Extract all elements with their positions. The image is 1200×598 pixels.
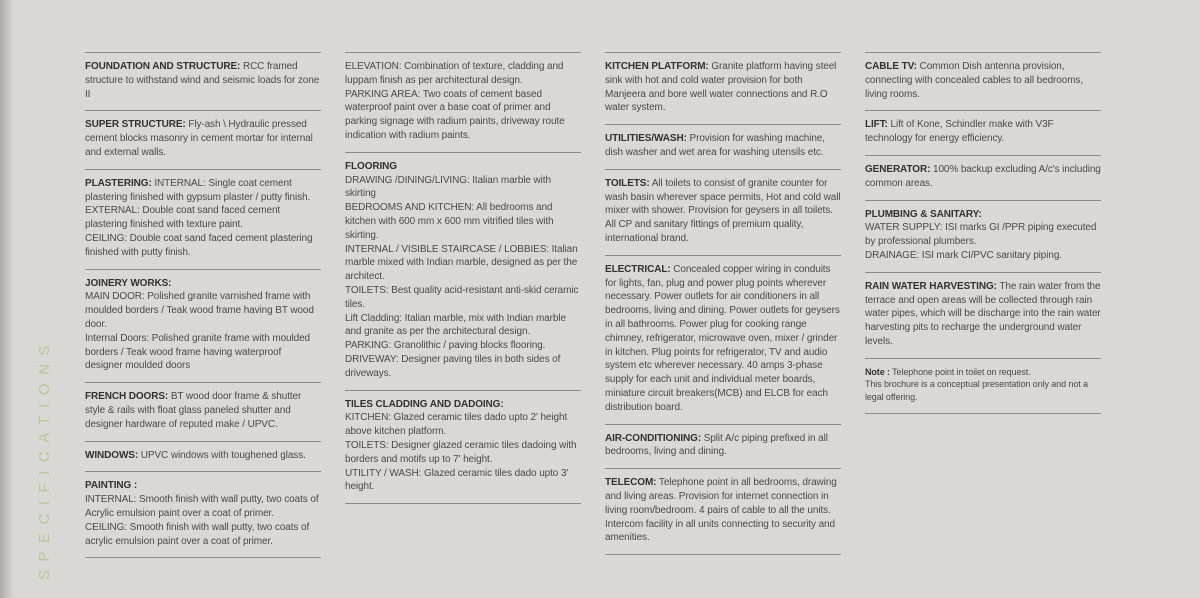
spec-run xyxy=(85,277,321,291)
spec-section xyxy=(865,111,1101,156)
spec-column xyxy=(865,52,1101,414)
spec-section xyxy=(865,201,1101,273)
spec-section xyxy=(865,359,1101,414)
spec-heading: FLOORING xyxy=(345,160,397,172)
spec-run xyxy=(865,221,1101,249)
spec-run xyxy=(605,432,841,460)
spec-heading: UTILITIES/WASH: xyxy=(605,133,687,145)
spec-run xyxy=(605,476,841,545)
spec-section xyxy=(85,170,321,270)
spec-run xyxy=(85,493,321,521)
spec-run xyxy=(345,284,581,312)
spec-run xyxy=(345,339,581,353)
spec-run xyxy=(345,439,581,467)
spec-section xyxy=(605,256,841,425)
spec-section xyxy=(605,425,841,470)
spec-heading: CABLE TV: xyxy=(865,61,917,72)
spec-heading: TELECOM: xyxy=(605,477,657,489)
spec-text: CEILING: Double coat sand faced cement plastering finished with putty finish. xyxy=(85,232,313,258)
spec-heading: LIFT: xyxy=(865,119,888,131)
spec-heading: TOILETS: xyxy=(605,177,650,189)
spec-run xyxy=(345,312,581,340)
spec-text: WATER SUPPLY: ISI marks GI /PPR piping executed by professional plumbers. xyxy=(865,222,1097,248)
spec-text: Granite platform having steel sink with hot and cold water provision for both Manjeera and bore well water connections and R.O water system. xyxy=(605,61,837,114)
spec-run xyxy=(605,132,841,160)
spec-heading: PLASTERING: xyxy=(85,177,152,189)
spec-text: All toilets to consist of granite counter for wash basin wherever space permits, Hot and cold wall mixer with shower. Provision for geysers in all toilets. All CP and sanitary fittings of premium quality, international brand. xyxy=(605,177,841,244)
spec-run xyxy=(865,366,1101,379)
spec-heading: AIR-CONDITIONING: xyxy=(605,432,702,444)
spec-text: TOILETS: Designer glazed ceramic tiles dadoing with borders and motifs up to 7' height. xyxy=(345,439,577,465)
spec-text: This brochure is a conceptual presentation only and not a legal offering. xyxy=(865,379,1088,402)
spec-text: Telephone point in toilet on request. xyxy=(889,366,1031,377)
spec-run xyxy=(85,449,321,463)
spec-section xyxy=(605,125,841,170)
spec-text: Internal Doors: Polished granite frame with moulded borders / Teak wood frame having waterproof designer moulded doors xyxy=(85,332,311,372)
spec-heading: Note : xyxy=(865,366,890,377)
spec-columns xyxy=(85,52,1101,558)
spec-run xyxy=(85,332,321,373)
spec-text: Concealed copper wiring in conduits for lights, fan, plug and power plug points wherever necessary. Power outlets for air conditioners in all bedrooms, living and dining. Power outlets for geysers in all bathrooms. Power plug for cooking range chimney, refrigerator, microwave oven, mixer / grinder in kitchen. Plug points for refrigerator, TV and audio system etc wherever necessary. 40 amps 3-phase supply for each unit and individual meter boards, miniature circuit breakers(MCB) and ELCB for each distribution board. xyxy=(605,263,840,413)
spec-section xyxy=(605,53,841,125)
spec-text: PARKING: Granolithic / paving blocks flooring. xyxy=(345,340,546,352)
spec-section xyxy=(605,170,841,256)
spec-run xyxy=(85,60,321,101)
spec-run xyxy=(345,243,581,284)
spec-run xyxy=(85,290,321,331)
spec-run xyxy=(85,390,321,431)
spec-text: UTILITY / WASH: Glazed ceramic tiles dado upto 3' height. xyxy=(345,467,569,493)
spec-heading: FRENCH DOORS: xyxy=(85,391,169,403)
spec-text: EXTERNAL: Double coat sand faced cement plastering finished with texture paint. xyxy=(85,205,281,231)
spec-text: INTERNAL / VISIBLE STAIRCASE / LOBBIES: Italian marble mixed with Indian marble, designed as per the architect. xyxy=(345,243,578,283)
spec-run xyxy=(605,177,841,246)
spec-run xyxy=(85,177,321,205)
spec-run xyxy=(85,204,321,232)
spec-text: Common Dish antenna provision, connecting with concealed cables to all bedrooms, living rooms. xyxy=(865,61,1084,100)
spec-section xyxy=(865,156,1101,201)
spec-run xyxy=(865,249,1101,263)
spec-run xyxy=(345,174,581,202)
spec-text: INTERNAL: Single coat cement plastering finished with gypsum plaster / putty finish. xyxy=(85,177,311,203)
spec-heading: PLUMBING & SANITARY: xyxy=(865,208,982,220)
spec-text: BT wood door frame & shutter style & rails with float glass paneled shutter and designer hardware of reputed make / UPVC. xyxy=(85,391,302,430)
spec-text: ELEVATION: Combination of texture, cladding and luppam finish as per architectural design. xyxy=(345,61,564,86)
spec-section xyxy=(605,469,841,555)
spec-column xyxy=(85,52,321,558)
spec-text: Provision for washing machine, dish washer and wet area for washing utensils etc. xyxy=(605,133,825,158)
spec-column xyxy=(605,52,841,555)
spec-run xyxy=(345,411,581,439)
spec-text: DRIVEWAY: Designer paving tiles in both sides of driveways. xyxy=(345,353,561,379)
spec-run xyxy=(85,479,321,493)
spine-shadow xyxy=(0,0,14,598)
spec-run xyxy=(345,467,581,495)
spec-section xyxy=(85,442,321,473)
spec-text: Telephone point in all bedrooms, drawing and living areas. Provision for internet connection in living room/bedroom. 4 pairs of cable to all the units. Intercom facility in all units connecting to security and amenities. xyxy=(605,477,837,544)
spec-heading: JOINERY WORKS: xyxy=(85,277,172,289)
spec-run xyxy=(865,208,1101,222)
vertical-page-title: SPECIFICATIONS xyxy=(36,337,53,580)
spec-run xyxy=(345,88,581,143)
spec-run xyxy=(85,521,321,549)
spec-run xyxy=(345,60,581,88)
spec-text: Lift Cladding: Italian marble, mix with Indian marble and granite as per the architectural design. xyxy=(345,312,566,338)
spec-text: DRAINAGE: ISI mark CI/PVC sanitary piping. xyxy=(865,249,1062,261)
spec-run xyxy=(865,280,1101,349)
spec-run xyxy=(345,398,581,412)
spec-run xyxy=(605,60,841,115)
spec-run xyxy=(865,60,1101,101)
spec-heading: GENERATOR: xyxy=(865,163,931,175)
spec-section xyxy=(345,391,581,505)
spec-text: MAIN DOOR: Polished granite varnished frame with moulded borders / Teak wood frame having BT wood door. xyxy=(85,291,314,330)
spec-text: The rain water from the terrace and open areas will be collected through rain water pipes, which will be discharge into the rain water harvesting pits to recharge the underground water levels. xyxy=(865,280,1101,347)
spec-section xyxy=(85,111,321,169)
spec-section xyxy=(345,153,581,391)
spec-text: Lift of Kone, Schindler make with V3F technology for energy efficiency. xyxy=(865,119,1054,145)
spec-heading: KITCHEN PLATFORM: xyxy=(605,61,709,72)
spec-text: INTERNAL: Smooth finish with wall putty, two coats of Acrylic emulsion paint over a coat of primer. xyxy=(85,494,319,519)
spec-run xyxy=(605,263,841,415)
spec-run xyxy=(865,378,1101,403)
spec-heading: PAINTING : xyxy=(85,480,138,492)
spec-column xyxy=(345,52,581,504)
spec-section xyxy=(865,53,1101,111)
spec-text: DRAWING /DINING/LIVING: Italian marble with skirting xyxy=(345,174,551,200)
spec-text: KITCHEN: Glazed ceramic tiles dado upto 2' height above kitchen platform. xyxy=(345,412,568,438)
spec-heading: TILES CLADDING AND DADOING: xyxy=(345,398,504,410)
spec-text: TOILETS: Best quality acid-resistant anti-skid ceramic tiles. xyxy=(345,284,579,310)
spec-run xyxy=(865,163,1101,191)
spec-text: Split A/c piping prefixed in all bedrooms, living and dining. xyxy=(605,432,828,458)
spec-text: 100% backup excluding A/c's including common areas. xyxy=(865,163,1101,189)
spec-run xyxy=(345,353,581,381)
spec-text: PARKING AREA: Two coats of cement based waterproof paint over a base coat of primer and parking signage with radium paints, driveway route indication with radium paints. xyxy=(345,88,565,141)
spec-heading: SUPER STRUCTURE: xyxy=(85,119,186,131)
spec-section xyxy=(865,273,1101,359)
spec-heading: FOUNDATION AND STRUCTURE: xyxy=(85,61,241,72)
spec-section xyxy=(85,53,321,111)
spec-section xyxy=(85,270,321,384)
spec-heading: WINDOWS: xyxy=(85,449,139,461)
spec-text: UPVC windows with toughened glass. xyxy=(138,449,306,461)
spec-heading: RAIN WATER HARVESTING: xyxy=(865,280,997,292)
spec-text: Fly-ash \ Hydraulic pressed cement blocks masonry in cement mortar for internal and external walls. xyxy=(85,119,313,158)
spec-section xyxy=(85,472,321,558)
spec-run xyxy=(865,118,1101,146)
spec-heading: ELECTRICAL: xyxy=(605,263,671,275)
spec-run xyxy=(85,232,321,260)
spec-text: BEDROOMS AND KITCHEN: All bedrooms and kitchen with 600 mm x 600 mm vitrified tiles with skirting. xyxy=(345,202,554,241)
spec-section xyxy=(345,53,581,153)
spec-run xyxy=(85,118,321,159)
spec-run xyxy=(345,160,581,174)
spec-section xyxy=(85,383,321,441)
spec-text: RCC framed structure to withstand wind and seismic loads for zone II xyxy=(85,61,320,100)
spec-run xyxy=(345,201,581,242)
spec-text: CEILING: Smooth finish with wall putty, two coats of acrylic emulsion paint over a coat of primer. xyxy=(85,521,310,547)
